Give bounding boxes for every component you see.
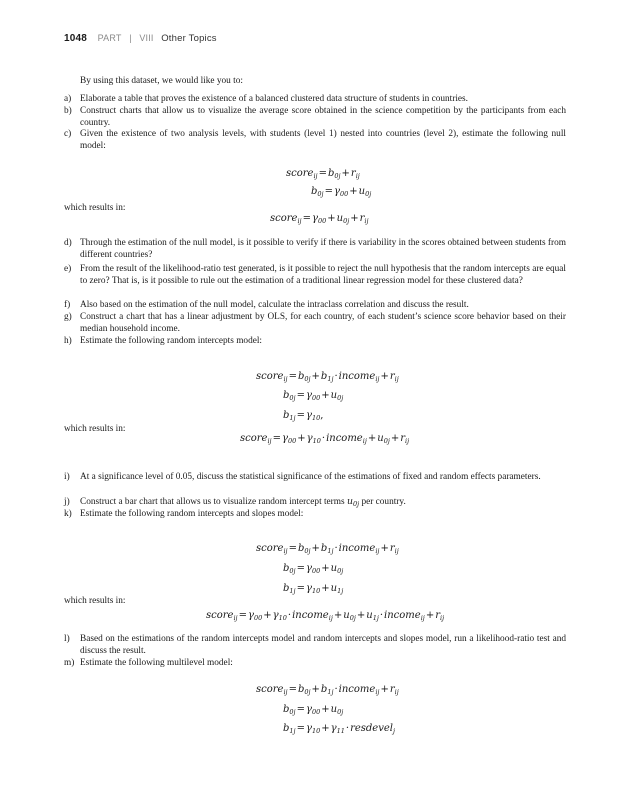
exercise-text: Elaborate a table that proves the existence of a balanced clustered data structure of students in countries. [80, 94, 468, 104]
section-title: Other Topics [161, 33, 217, 44]
equation-ml-level1: $score_{ij}=b_{0j}+b_{1j}\cdot income_{ij}+r_{ij}$ [256, 684, 399, 696]
equation-ri-level1: $score_{ij}=b_{0j}+b_{1j}\cdot income_{ij}+r_{ij}$ [256, 371, 399, 383]
exercise-label: f) [64, 300, 71, 310]
exercise-a [64, 94, 566, 106]
equation-ri-intercept: $b_{0j}=\gamma_{00}+u_{0j}$ [283, 390, 344, 402]
equation-null-level2: $b_{0j}=\gamma_{00}+u_{0j}$ [311, 186, 372, 198]
exercise-text-end: per country. [361, 497, 406, 507]
exercise-label: k) [64, 509, 72, 519]
exercise-label: b) [64, 106, 72, 116]
part-number: VIII [139, 33, 154, 43]
page-number: 1048 [64, 33, 88, 44]
exercise-text: Estimate the following random intercepts model: [80, 336, 263, 346]
exercise-label: e) [64, 264, 72, 274]
equation-ml-intercept: $b_{0j}=\gamma_{00}+u_{0j}$ [283, 704, 344, 716]
equation-ri-slope: $b_{1j}=\gamma_{10}$, [283, 410, 324, 422]
exercise-j [64, 496, 566, 510]
exercise-label: h) [64, 336, 72, 346]
exercise-text: Through the estimation of the null model, is it possible to verify if there is variability in the scores obtained between students from different countries? [80, 238, 566, 260]
exercise-h [64, 336, 566, 348]
exercise-c [64, 129, 566, 152]
equation-ris-intercept: $b_{0j}=\gamma_{00}+u_{0j}$ [283, 563, 344, 575]
exercise-label: j) [64, 497, 70, 507]
exercise-label: g) [64, 312, 72, 322]
exercise-d [64, 238, 566, 261]
equation-ri-combined: $score_{ij}=\gamma_{00}+\gamma_{10}\cdot income_{ij}+u_{0j}+r_{ij}$ [240, 433, 410, 445]
exercise-l [64, 634, 566, 657]
exercise-text: Also based on the estimation of the null model, calculate the intraclass correlation and discuss the result. [80, 300, 469, 310]
exercise-text: Given the existence of two analysis levels, with students (level 1) nested into countries (level 2), estimate the following null model: [80, 129, 566, 151]
exercise-text: Construct a chart that has a linear adjustment by OLS, for each country, of each student’s science score behavior based on their median household income. [80, 312, 566, 334]
exercise-label: c) [64, 129, 72, 139]
intro-text: By using this dataset, we would like you to: [80, 76, 243, 86]
which-results-in: which results in: [64, 203, 126, 213]
which-results-in: which results in: [64, 424, 126, 434]
exercise-g [64, 312, 566, 335]
equation-null-level1: $score_{ij}=b_{0j}+r_{ij}$ [286, 168, 360, 180]
part-label: PART [97, 33, 122, 43]
exercise-label: m) [64, 658, 75, 668]
exercise-e [64, 264, 566, 287]
exercise-f [64, 300, 566, 312]
exercise-label: i) [64, 472, 70, 482]
which-results-in: which results in: [64, 596, 126, 606]
exercise-m [64, 658, 566, 670]
equation-ris-slope: $b_{1j}=\gamma_{10}+u_{1j}$ [283, 583, 344, 595]
equation-ris-level1: $score_{ij}=b_{0j}+b_{1j}\cdot income_{ij}+r_{ij}$ [256, 543, 399, 555]
header-separator: | [129, 33, 132, 43]
exercise-text: Construct a bar chart that allows us to visualize random intercept terms [80, 497, 345, 507]
exercise-text: At a significance level of 0.05, discuss the statistical significance of the estimations of fixed and random effects parameters. [80, 472, 541, 482]
equation-ml-slope: $b_{1j}=\gamma_{10}+\gamma_{11}\cdot resdevel_j$ [283, 723, 395, 735]
exercise-label: d) [64, 238, 72, 248]
exercise-text: Construct charts that allow us to visualize the average score obtained in the science competition by the participants from each country. [80, 106, 566, 128]
equation-null-combined: $score_{ij}=\gamma_{00}+u_{0j}+r_{ij}$ [270, 213, 369, 225]
exercise-text: Based on the estimations of the random intercepts model and random intercepts and slopes model, run a likelihood-ratio test and discuss the result. [80, 634, 566, 656]
exercise-label: a) [64, 94, 72, 104]
exercise-i [64, 472, 566, 484]
exercise-text: From the result of the likelihood-ratio test generated, is it possible to reject the null hypothesis that the random intercepts are equal to zero? That is, is it possible to rule out the estimation of a traditional linear regression model for these clustered data? [80, 264, 566, 286]
equation-ris-combined: $score_{ij}=\gamma_{00}+\gamma_{10}\cdot income_{ij}+u_{0j}+u_{1j}\cdot income_{ij}+r_{ij}$ [206, 610, 445, 622]
exercise-label: l) [64, 634, 70, 644]
exercise-k [64, 509, 566, 521]
exercise-text: Estimate the following multilevel model: [80, 658, 233, 668]
inline-u0j: $u_{0j}$ [346, 496, 360, 508]
running-header [64, 33, 217, 44]
exercise-text: Estimate the following random intercepts and slopes model: [80, 509, 304, 519]
exercise-b [64, 106, 566, 129]
